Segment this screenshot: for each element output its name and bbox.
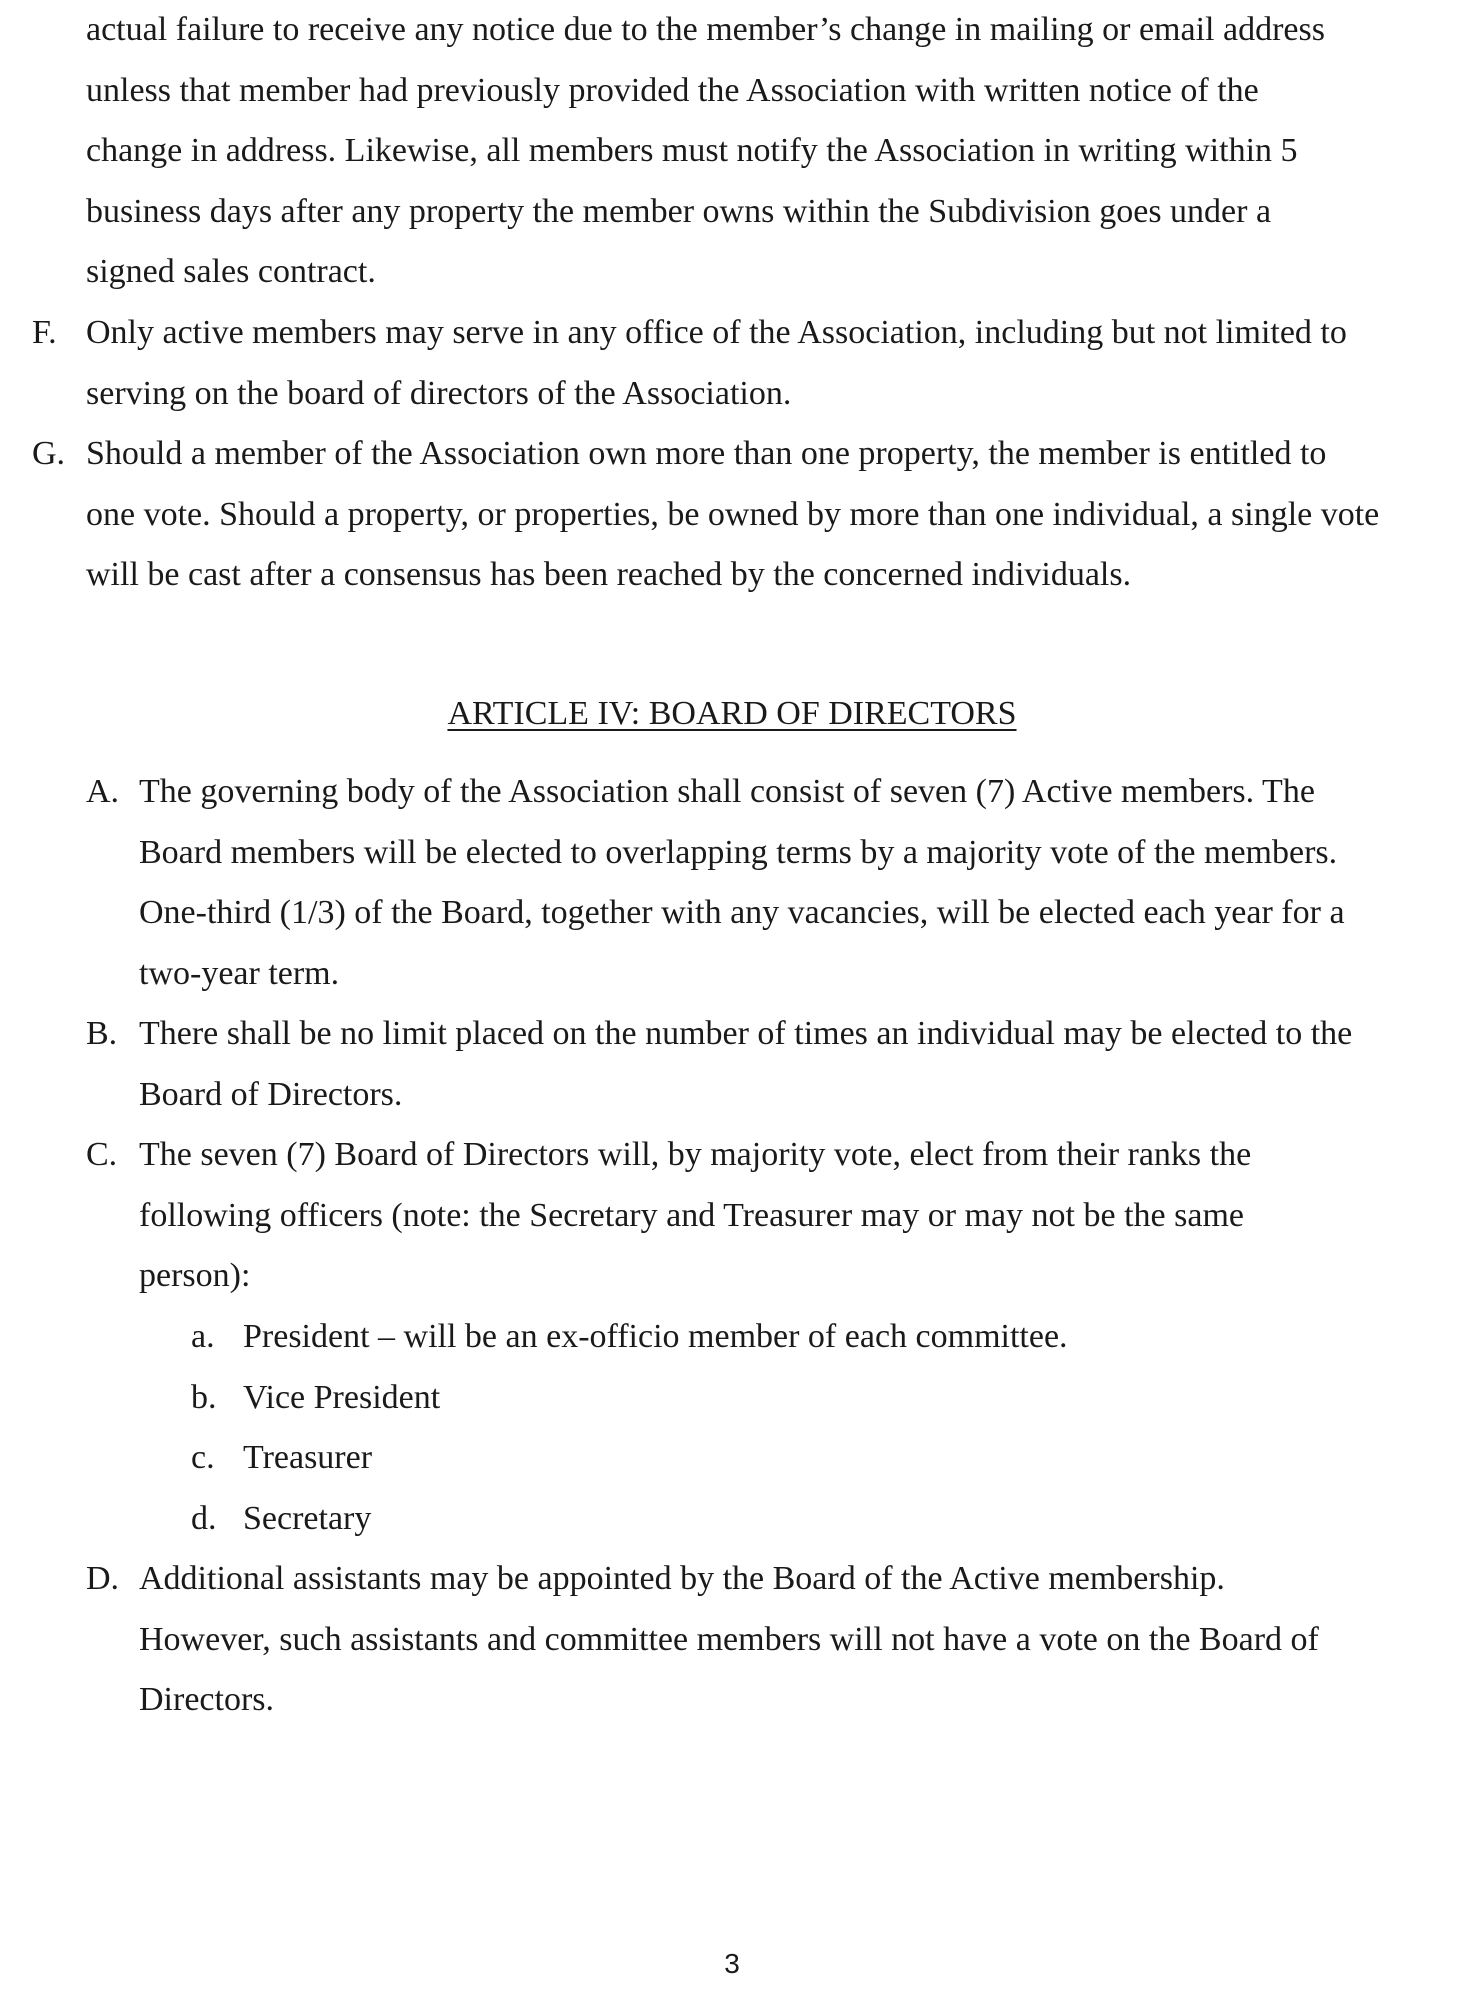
list-item-line: Only active members may serve in any office of the Association, including but not limited to	[86, 314, 1347, 351]
sublist-marker: b.	[191, 1379, 217, 1416]
list-item-line: Board of Directors.	[139, 1076, 403, 1113]
list-item-line: Directors.	[139, 1681, 275, 1718]
list-item-line: The governing body of the Association shall consist of seven (7) Active members. The	[139, 773, 1315, 810]
list-marker: C.	[86, 1136, 118, 1173]
list-item-line: The seven (7) Board of Directors will, by majority vote, elect from their ranks the	[139, 1136, 1252, 1173]
list-item-line: However, such assistants and committee members will not have a vote on the Board of	[139, 1621, 1319, 1658]
sublist-marker: a.	[191, 1318, 215, 1355]
list-item-line: There shall be no limit placed on the number of times an individual may be elected to the	[139, 1015, 1353, 1052]
officer-vice-president: Vice President	[243, 1379, 441, 1416]
sublist-marker: d.	[191, 1500, 217, 1537]
list-marker: B.	[86, 1015, 118, 1052]
list-item-line: will be cast after a consensus has been reached by the concerned individuals.	[86, 556, 1132, 593]
article-heading: ARTICLE IV: BOARD OF DIRECTORS	[447, 695, 1017, 732]
list-marker: F.	[32, 314, 57, 351]
list-item-line: two-year term.	[139, 955, 340, 992]
list-marker: D.	[86, 1560, 120, 1597]
list-item-line: serving on the board of directors of the Association.	[86, 375, 792, 412]
list-item-line: Should a member of the Association own more than one property, the member is entitled to	[86, 435, 1327, 472]
continued-line: business days after any property the member owns within the Subdivision goes under a	[86, 193, 1272, 230]
list-item-line: following officers (note: the Secretary and Treasurer may or may not be the same	[139, 1197, 1244, 1234]
list-marker: G.	[32, 435, 66, 472]
continued-line: change in address. Likewise, all members must notify the Association in writing within 5	[86, 132, 1298, 169]
list-item-line: Additional assistants may be appointed by the Board of the Active membership.	[139, 1560, 1225, 1597]
list-item-line: one vote. Should a property, or properties, be owned by more than one individual, a single vote	[86, 496, 1380, 533]
list-item-line: One-third (1/3) of the Board, together with any vacancies, will be elected each year for a	[139, 894, 1345, 931]
sublist-marker: c.	[191, 1439, 215, 1476]
list-item-line: Board members will be elected to overlapping terms by a majority vote of the members.	[139, 834, 1338, 871]
officer-secretary: Secretary	[243, 1500, 372, 1537]
continued-line: signed sales contract.	[86, 253, 376, 290]
officer-treasurer: Treasurer	[243, 1439, 373, 1476]
continued-line: actual failure to receive any notice due to the member’s change in mailing or email address	[86, 11, 1325, 48]
list-marker: A.	[86, 773, 120, 810]
continued-line: unless that member had previously provided the Association with written notice of the	[86, 72, 1259, 109]
officer-president: President – will be an ex-officio member of each committee.	[243, 1318, 1068, 1355]
page-number: 3	[724, 1948, 740, 1979]
list-item-line: person):	[139, 1257, 251, 1294]
